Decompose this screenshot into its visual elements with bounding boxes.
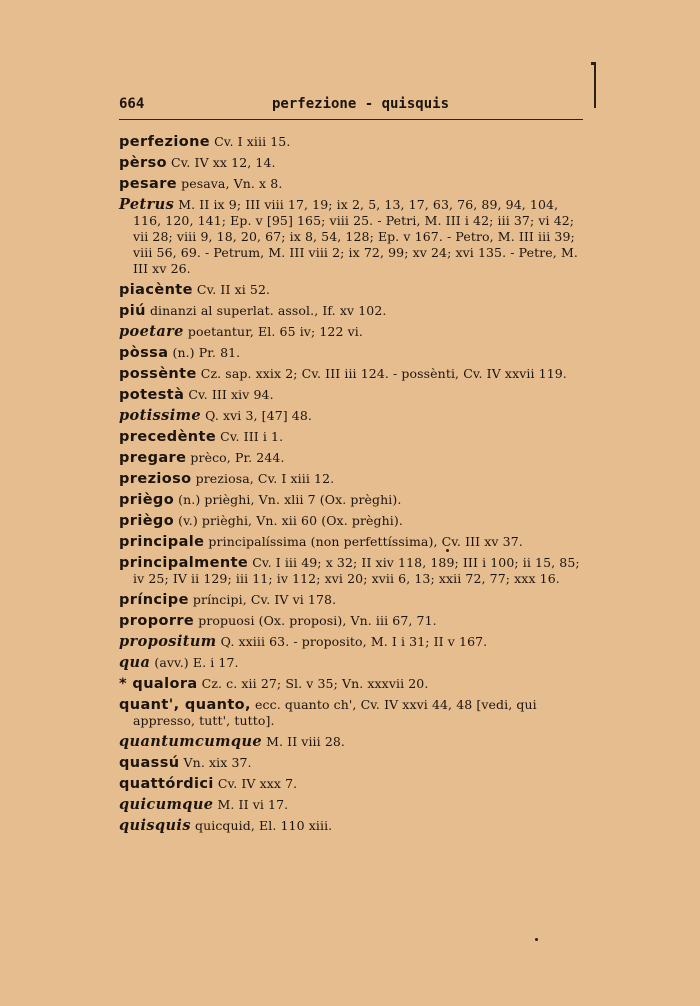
margin-mark-tick <box>591 62 595 65</box>
print-speck <box>446 549 449 552</box>
dictionary-entry <box>119 408 585 424</box>
entry-headword: quant', quanto, <box>119 697 251 713</box>
entry-headword: príncipe <box>119 592 189 608</box>
entry-text: Q. xvi 3, [47] 48. <box>201 408 312 423</box>
entry-headword: quantumcumque <box>119 733 263 750</box>
entry-headword: pregare <box>119 450 187 466</box>
entry-headword: propositum <box>119 633 217 650</box>
entry-text: Q. xxiii 63. - proposito, M. I i 31; II v 167. <box>216 634 488 649</box>
dictionary-entry <box>119 429 585 445</box>
entry-headword: poetare <box>119 323 184 340</box>
entry-headword: principalmente <box>119 555 249 571</box>
entry-text: quicquid, El. 110 xiii. <box>190 818 333 833</box>
entry-text: dinanzi al superlat. assol., If. xv 102. <box>145 303 387 318</box>
dictionary-entry <box>119 176 585 192</box>
entry-headword: prièɡo <box>119 492 175 508</box>
entry-text: Cv. III i 1. <box>216 429 284 444</box>
entry-text: propuosi (Ox. proposi), Vn. iii 67, 71. <box>194 613 437 628</box>
entry-text: Cv. I xiii 15. <box>210 134 291 149</box>
dictionary-entry <box>119 655 585 671</box>
entry-text: (n.) prièghi, Vn. xlii 7 (Ox. prèghi). <box>174 492 402 507</box>
entry-text: ecc. quanto ch', Cv. IV xxvi 44, 48 [vedi, qui appresso, tutt', tutto]. <box>133 697 537 728</box>
page-header <box>119 96 583 116</box>
entry-headword: precedènte <box>119 429 217 445</box>
entry-text: prèco, Pr. 244. <box>186 450 285 465</box>
entry-headword: prièɡo <box>119 513 175 529</box>
entry-headword: quattórdici <box>119 776 214 792</box>
entry-headword: quisquis <box>119 817 191 834</box>
entry-text: (n.) Pr. 81. <box>168 345 241 360</box>
entry-text: M. II viii 28. <box>262 734 346 749</box>
dictionary-entry <box>119 697 585 729</box>
dictionary-entry <box>119 155 585 171</box>
dictionary-entry <box>119 797 585 813</box>
dictionary-entry <box>119 676 585 692</box>
entry-text: Vn. xix 37. <box>179 755 252 770</box>
entry-text: Cv. II xi 52. <box>192 282 271 297</box>
dictionary-entry <box>119 282 585 298</box>
entry-text: (v.) prièghi, Vn. xii 60 (Ox. prèghi). <box>174 513 403 528</box>
dictionary-entry <box>119 366 585 382</box>
entry-headword: perfezione <box>119 134 211 150</box>
dictionary-entry <box>119 450 585 466</box>
entry-text: M. II vi 17. <box>213 797 289 812</box>
dictionary-entry <box>119 492 585 508</box>
dictionary-entry <box>119 776 585 792</box>
entry-headword: prezioso <box>119 471 192 487</box>
dictionary-entry <box>119 471 585 487</box>
dictionary-entry <box>119 197 585 277</box>
dictionary-entries <box>119 134 585 839</box>
entry-headword: Petrus <box>119 196 175 213</box>
entry-headword: principale <box>119 534 205 550</box>
entry-text: Cv. IV xx 12, 14. <box>166 155 276 170</box>
entry-headword: quassú <box>119 755 180 771</box>
dictionary-entry <box>119 513 585 529</box>
margin-mark <box>594 62 596 108</box>
dictionary-entry <box>119 755 585 771</box>
dictionary-entry <box>119 345 585 361</box>
entry-text: Cz. sap. xxix 2; Cv. III iii 124. - possènti, Cv. IV xxvii 119. <box>196 366 567 381</box>
entry-text: Cv. III xiv 94. <box>184 387 274 402</box>
header-rule <box>119 119 583 120</box>
entry-text: M. II ix 9; III viii 17, 19; ix 2, 5, 13, 17, 63, 76, 89, 94, 104, 116, 120, 141; Ep. v [95] 165; viii 25. - Petri, M. III i 42; iii 37; vi 42; vii 28; viii 9, 18, 20, 67; ix 8, 54, 128; Ep. v 167. - Petro, M. III iii 39; viii 56, 69. - Petrum, M. III viii 2; ix 72, 99; xv 24; xvi 135. - Petre, M. III xv 26. <box>133 197 578 276</box>
entry-headword: piacènte <box>119 282 193 298</box>
entry-text: pesava, Vn. x 8. <box>177 176 283 191</box>
dictionary-entry <box>119 592 585 608</box>
dictionary-entry <box>119 818 585 834</box>
entry-headword: pesare <box>119 176 178 192</box>
entry-headword: pèrso <box>119 155 167 171</box>
entry-text: príncipi, Cv. IV vi 178. <box>188 592 337 607</box>
dictionary-entry <box>119 613 585 629</box>
entry-headword: potissime <box>119 407 202 424</box>
dictionary-entry <box>119 303 585 319</box>
dictionary-entry <box>119 734 585 750</box>
entry-headword: proporre <box>119 613 195 629</box>
entry-headword: quicumque <box>119 796 214 813</box>
dictionary-entry <box>119 634 585 650</box>
dictionary-entry <box>119 134 585 150</box>
entry-headword: pòssa <box>119 345 169 361</box>
dictionary-entry <box>119 534 585 550</box>
dictionary-entry <box>119 387 585 403</box>
entry-text: poetantur, El. 65 iv; 122 vi. <box>183 324 363 339</box>
dictionary-entry <box>119 555 585 587</box>
entry-text: preziosa, Cv. I xiii 12. <box>191 471 335 486</box>
entry-headword: qua <box>119 654 151 671</box>
entry-headword: piú <box>119 303 146 319</box>
entry-text: (avv.) E. i 17. <box>150 655 239 670</box>
entry-text: Cz. c. xii 27; Sl. v 35; Vn. xxxvii 20. <box>197 676 429 691</box>
dictionary-entry <box>119 324 585 340</box>
print-speck <box>535 938 538 941</box>
entry-headword: possènte <box>119 366 197 382</box>
entry-headword: potestà <box>119 387 185 403</box>
running-title: perfezione - quisquis <box>272 96 450 112</box>
entry-text: Cv. IV xxx 7. <box>213 776 298 791</box>
entry-headword: * qualora <box>119 676 198 692</box>
page-number: 664 <box>119 96 145 112</box>
entry-text: Cv. I iii 49; x 32; II xiv 118, 189; III i 100; ii 15, 85; iv 25; IV ii 129; iii 11; iv 112; xvi 20; xvii 6, 13; xxii 72, 77; xxx 16. <box>133 555 580 586</box>
entry-text: principalíssima (non perfettíssima), Cv. III xv 37. <box>204 534 523 549</box>
